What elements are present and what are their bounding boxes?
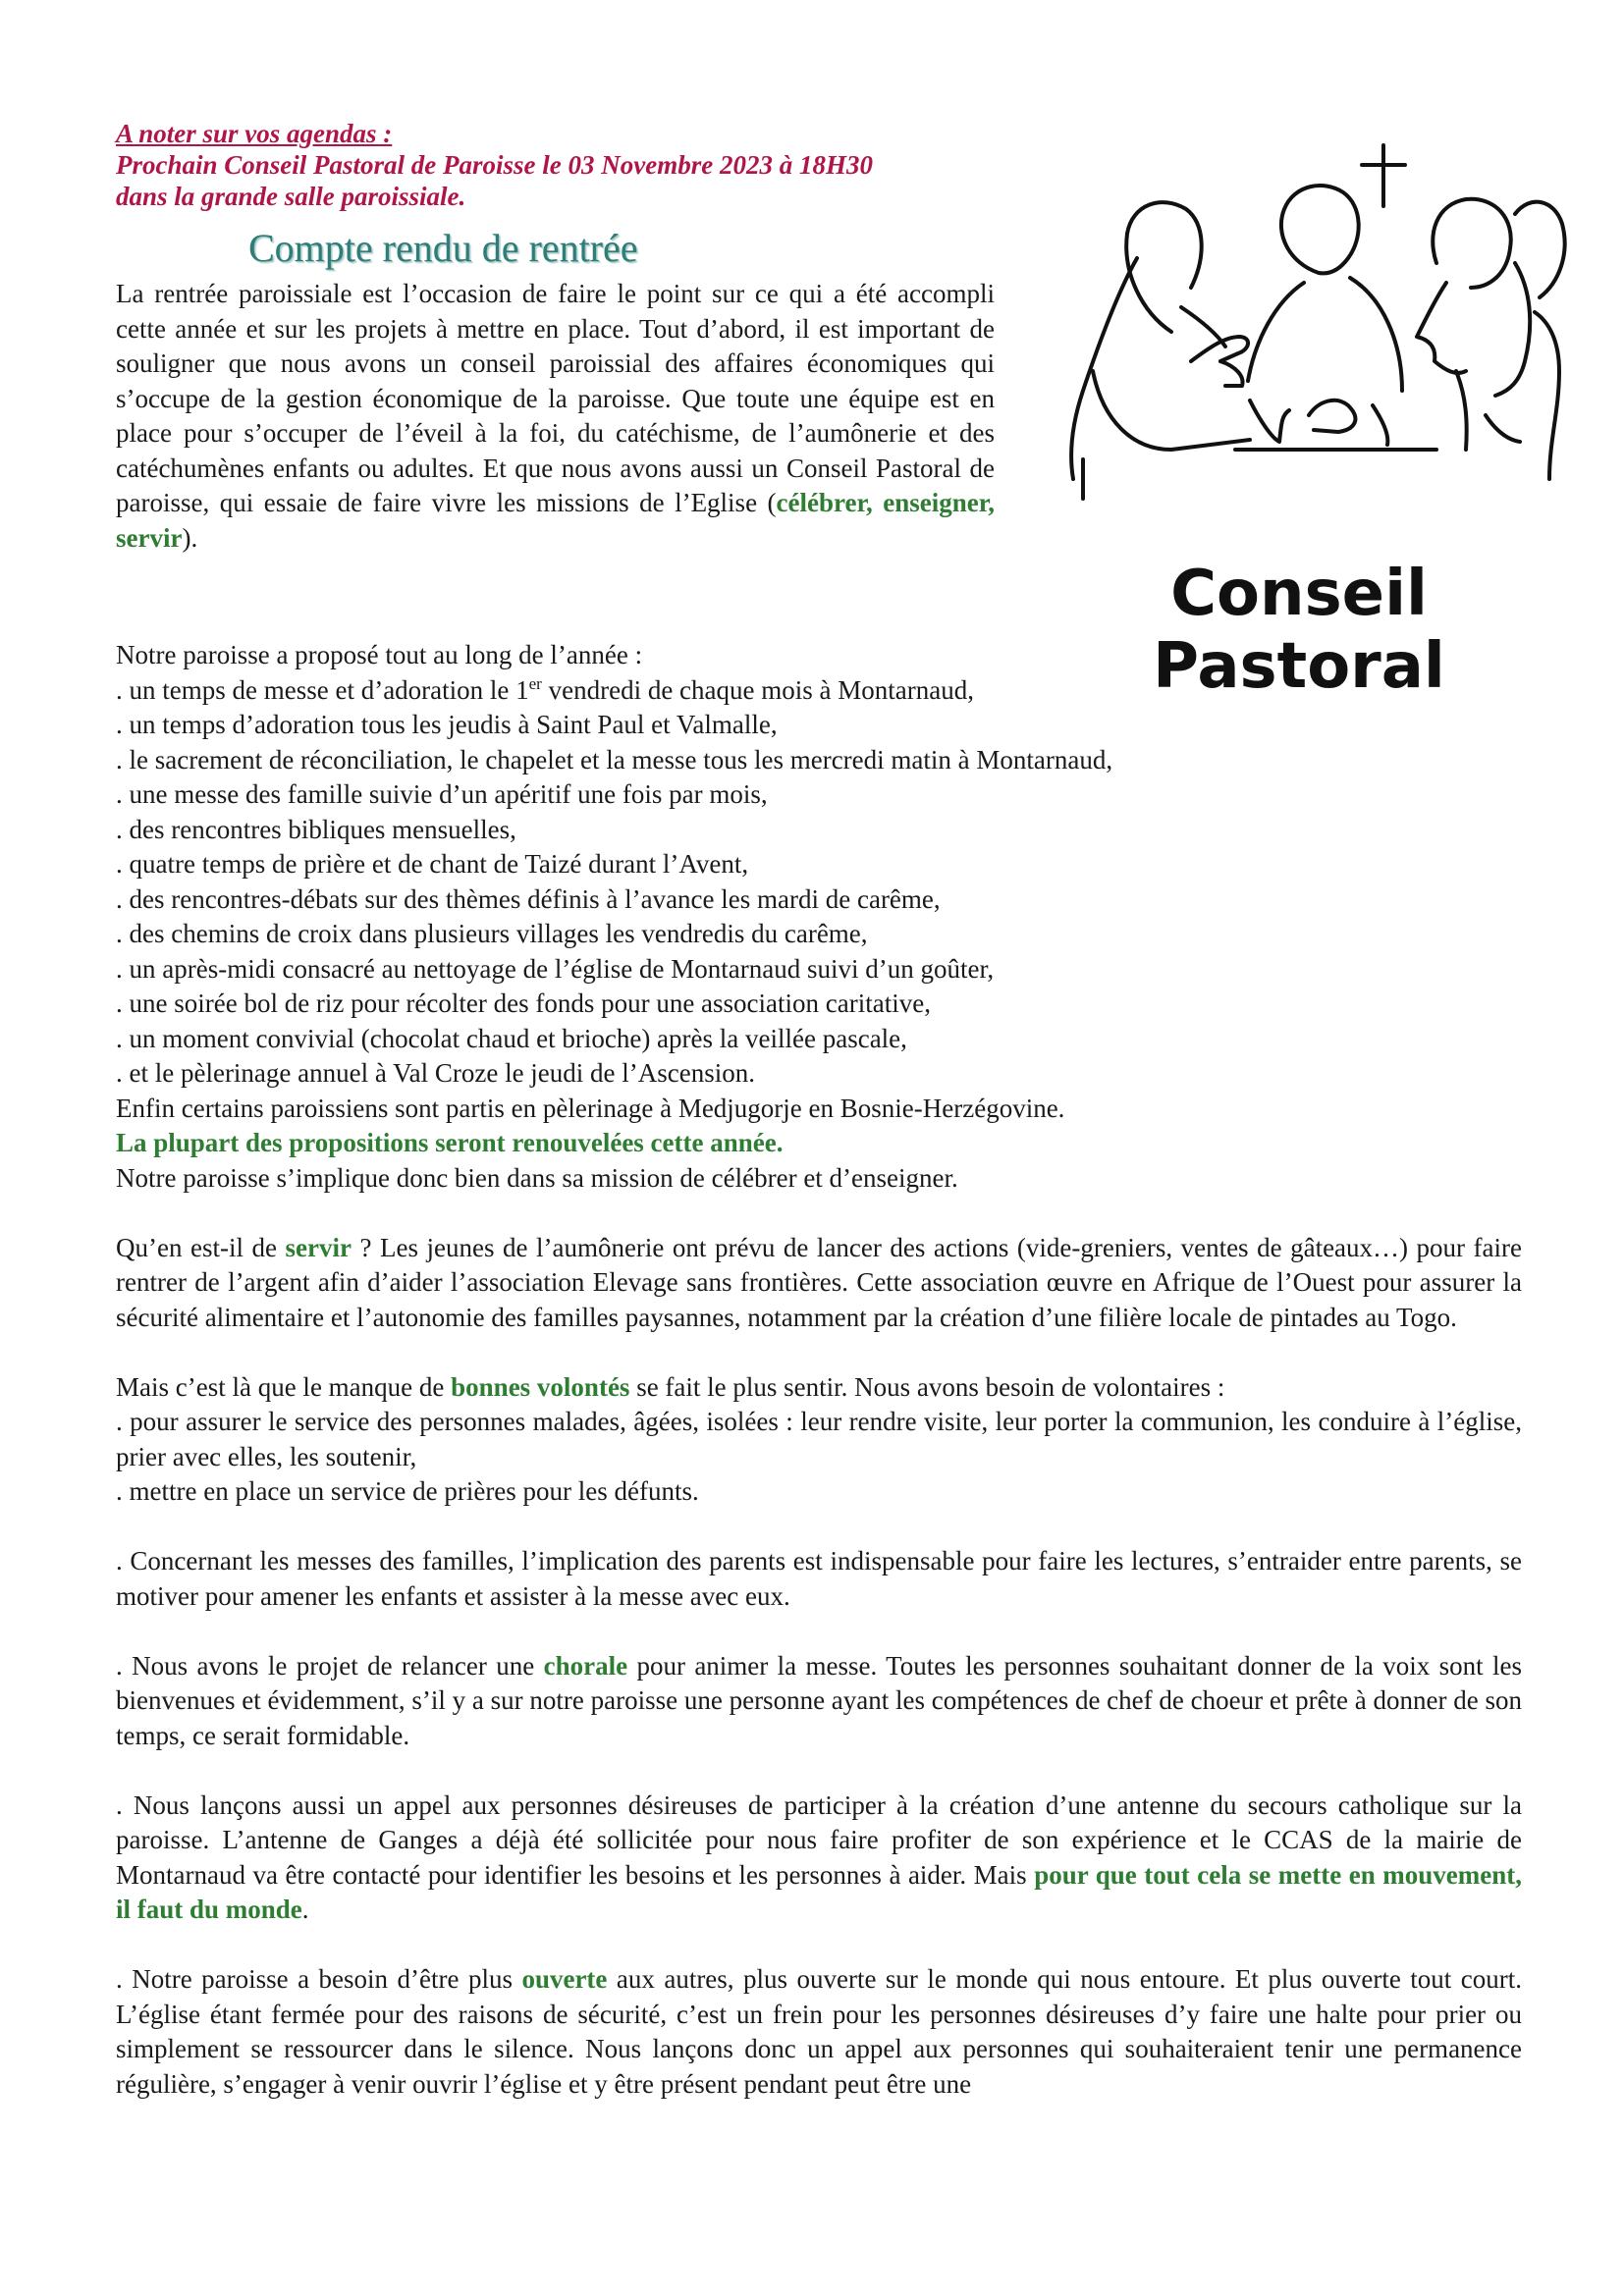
paragraph-text: Qu’en est-il de xyxy=(116,1232,286,1262)
agenda-notice-title: A noter sur vos agendas : xyxy=(116,119,393,148)
list-item: . une messe des famille suivie d’un apéritif une fois par mois, xyxy=(116,779,768,809)
list-item: . quatre temps de prière et de chant de Taizé durant l’Avent, xyxy=(116,849,749,879)
paragraph-text: se fait le plus sentir. Nous avons besoin de volontaires : xyxy=(629,1371,1225,1402)
paragraph-text: aux autres, plus ouverte sur le monde qui nous entoure. Et plus ouverte tout court. L’église étant fermée pour des raisons de sécurité, c’est un frein pour les personnes désireuses d’y faire une halte pour prier ou simplement se ressourcer dans le silence. Nous lançons donc un appel aux personnes qui souhaiteraient tenir une permanence régulière, s’engager à venir ouvrir l’église et y être présent pendant peut être une xyxy=(116,1964,1523,2099)
paragraph-text: . Notre paroisse a besoin d’être plus xyxy=(116,1964,522,1994)
paragraph-text: . Nous lançons aussi un appel aux personnes désireuses de participer à la création d’une antenne du secours catholique sur la paroisse. L’antenne de Ganges a déjà été sollicitée pour nous faire profiter de son expérience et le CCAS de la mairie de Montarnaud va être contacté pour identifier les besoins et les personnes à aider. Mais xyxy=(116,1789,1522,1890)
intro-text: La rentrée paroissiale est l’occasion de faire le point sur ce qui a été accompli cette année et sur les projets à mettre en place. Tout d’abord, il est important de souligner que nous avons un conseil paroissial des affaires économiques qui s’occupe de la gestion économique de la paroisse. Que toute une équipe est en place pour s’occuper de l’éveil à la foi, du catéchisme, de l’aumônerie et des catéchumènes enfants ou adultes. Et que nous avons aussi un Conseil Pastoral de paroisse, qui essaie de faire vivre les missions de l’Eglise ( xyxy=(116,279,995,517)
missions-highlight: célébrer, enseigner, servir xyxy=(116,488,995,553)
list-item: . un temps d’adoration tous les jeudis à Saint Paul et Valmalle, xyxy=(116,710,778,739)
list-item-text: vendredi de chaque mois à Montarnaud, xyxy=(541,674,974,705)
choir-highlight: chorale xyxy=(543,1650,628,1681)
list-item: . le sacrement de réconciliation, le chapelet et la messe tous les mercredi matin à Montarnaud, xyxy=(116,744,1113,774)
paragraph-text: Mais c’est là que le manque de xyxy=(116,1371,452,1402)
open-paragraph xyxy=(116,1962,1522,2102)
list-item: . pour assurer le service des personnes malades, âgées, isolées : leur rendre visite, leur porter la communion, les conduire à l’église, prier avec elles, les soutenir, xyxy=(116,1407,1522,1471)
secours-highlight: pour que tout cela se mette en mouvement, il faut du monde xyxy=(116,1859,1522,1924)
paragraph-text: pour animer la messe. Toutes les personnes souhaitant donner de la voix sont les bienvenues et évidemment, s’il y a sur notre paroisse une personne ayant les compétences de chef de choeur et prête à donner de son temps, ce serait formidable. xyxy=(116,1650,1522,1750)
agenda-notice-line: dans la grande salle paroissiale. xyxy=(116,182,466,211)
renewed-highlight: La plupart des propositions seront renouvelées cette année. xyxy=(116,1128,784,1157)
page-title: Compte rendu de rentrée xyxy=(248,226,638,270)
council-people-illustration xyxy=(1024,126,1574,558)
pilgrimage-line: Enfin certains paroissiens sont partis en pèlerinage à Medjugorje en Bosnie-Herzégovine. xyxy=(116,1093,1065,1123)
activities-section xyxy=(116,638,1522,1196)
list-item-text: . un temps de messe et d’adoration le 1 xyxy=(116,674,529,705)
agenda-notice-line: Prochain Conseil Pastoral de Paroisse le 03 Novembre 2023 à 18H30 xyxy=(116,150,873,180)
activities-heading: Notre paroisse a proposé tout au long de l’année : xyxy=(116,640,643,669)
cross-icon xyxy=(1362,145,1405,206)
volunteers-intro xyxy=(116,1370,1522,1406)
document-page xyxy=(116,118,1522,2102)
paragraph-text: ? Les jeunes de l’aumônerie ont prévu de lancer des actions (vide-greniers, ventes de gâteaux…) pour faire rentrer de l’argent afin d’aider l’association Elevage sans frontières. Cette association œuvre en Afrique de l’Ouest pour assurer la sécurité alimentaire et l’autonomie des familles paysannes, notamment par la création d’une filière locale de pintades au Togo. xyxy=(116,1232,1522,1332)
servir-paragraph xyxy=(116,1231,1522,1336)
superscript: er xyxy=(528,673,542,693)
intro-end: ). xyxy=(182,522,198,553)
paragraph-text: . Nous avons le projet de relancer une xyxy=(116,1650,544,1681)
volunteers-highlight: bonnes volontés xyxy=(451,1371,630,1402)
list-item: . des rencontres-débats sur des thèmes définis à l’avance les mardi de carême, xyxy=(116,883,941,914)
logo-text: Conseil Pastoral xyxy=(1153,558,1445,703)
paragraph-text: . xyxy=(301,1895,309,1924)
secours-paragraph xyxy=(116,1789,1522,1928)
list-item: . des rencontres bibliques mensuelles, xyxy=(116,814,516,844)
mission-line: Notre paroisse s’implique donc bien dans sa mission de célébrer et d’enseigner. xyxy=(116,1162,958,1193)
list-item: . une soirée bol de riz pour récolter des fonds pour une association caritative, xyxy=(116,988,931,1018)
left-column xyxy=(116,118,995,556)
intro-paragraph xyxy=(116,277,995,556)
servir-highlight: servir xyxy=(285,1232,352,1262)
list-item: . un moment convivial (chocolat chaud et brioche) après la veillée pascale, xyxy=(116,1023,907,1053)
agenda-notice xyxy=(116,118,995,212)
volunteers-paragraph xyxy=(116,1370,1522,1510)
list-item: . et le pèlerinage annuel à Val Croze le jeudi de l’Ascension. xyxy=(116,1058,756,1088)
conseil-pastoral-logo xyxy=(1024,126,1574,703)
open-highlight: ouverte xyxy=(521,1964,608,1994)
list-item: . des chemins de croix dans plusieurs villages les vendredis du carême, xyxy=(116,919,868,948)
choir-paragraph xyxy=(116,1649,1522,1754)
families-paragraph: . Concernant les messes des familles, l’implication des parents est indispensable pour faire les lectures, s’entraider entre parents, se motiver pour amener les enfants et assister à la messe avec eux. xyxy=(116,1546,1522,1611)
list-item: . mettre en place un service de prières pour les défunts. xyxy=(116,1476,699,1506)
list-item: . un après-midi consacré au nettoyage de l’église de Montarnaud suivi d’un goûter, xyxy=(116,953,995,984)
